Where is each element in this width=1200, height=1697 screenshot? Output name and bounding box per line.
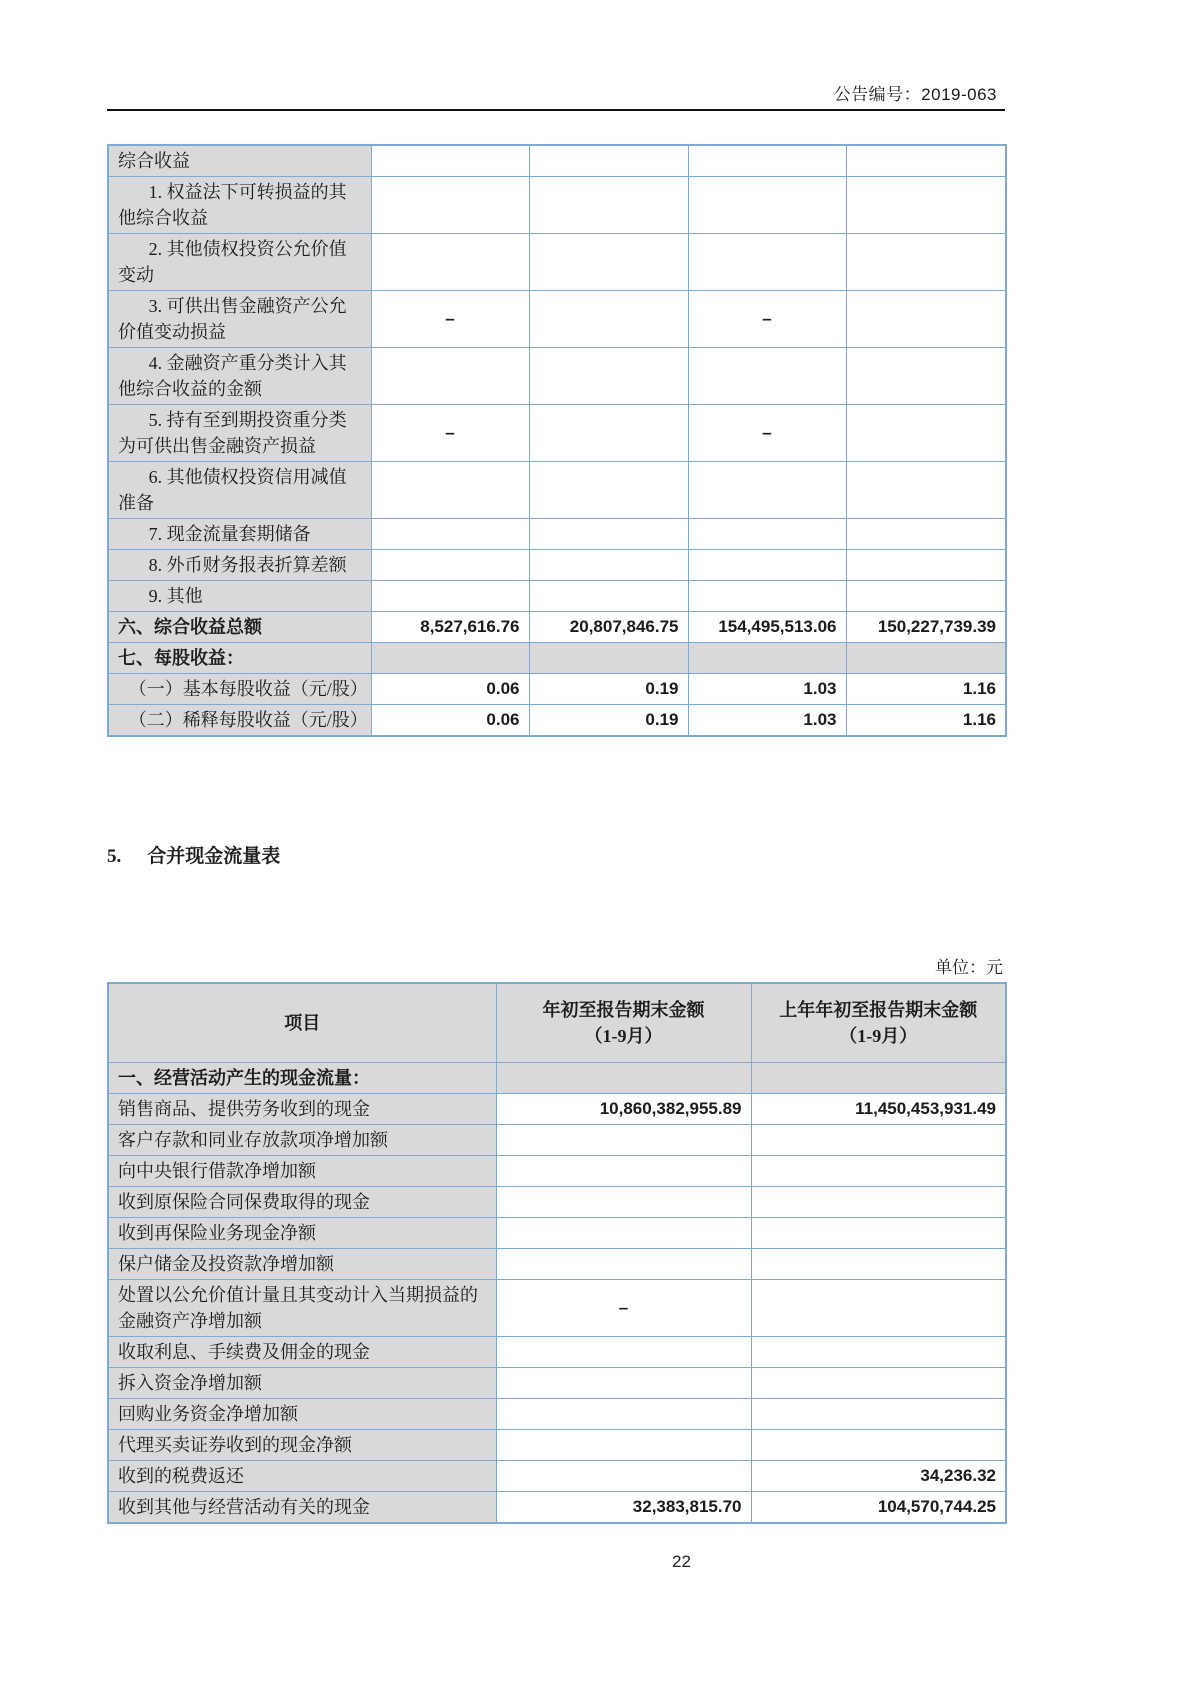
table-row	[108, 1399, 1006, 1430]
row-value	[371, 519, 529, 550]
row-value	[688, 519, 846, 550]
row-value: 104,570,744.25	[751, 1492, 1006, 1524]
row-value	[846, 462, 1006, 519]
row-value	[751, 1156, 1006, 1187]
row-value	[371, 581, 529, 612]
row-value: 1.16	[846, 674, 1006, 705]
table-row	[108, 581, 1006, 612]
table-row	[108, 612, 1006, 643]
table-row	[108, 1461, 1006, 1492]
row-label: 收到的税费返还	[108, 1461, 496, 1492]
row-label: 处置以公允价值计量且其变动计入当期损益的金融资产净增加额	[108, 1280, 496, 1337]
row-label: 七、每股收益：	[108, 643, 371, 674]
row-value: –	[371, 405, 529, 462]
row-value	[496, 1063, 751, 1094]
table-row	[108, 1249, 1006, 1280]
row-value	[529, 177, 688, 234]
table-row	[108, 1156, 1006, 1187]
comprehensive-income-table-body	[108, 145, 1006, 736]
row-value	[751, 1063, 1006, 1094]
row-label: 客户存款和同业存放款项净增加额	[108, 1125, 496, 1156]
row-label: 收到再保险业务现金净额	[108, 1218, 496, 1249]
page-number: 22	[672, 1552, 691, 1571]
row-value: 10,860,382,955.89	[496, 1094, 751, 1125]
row-value	[688, 234, 846, 291]
table-row	[108, 177, 1006, 234]
row-value	[529, 291, 688, 348]
row-value	[846, 291, 1006, 348]
cashflow-header-prior-period-title: 上年年初至报告期末金额	[779, 1000, 978, 1020]
table-row	[108, 348, 1006, 405]
table-row	[108, 1492, 1006, 1524]
row-value	[751, 1280, 1006, 1337]
row-value	[496, 1430, 751, 1461]
table-row	[108, 643, 1006, 674]
row-value	[846, 405, 1006, 462]
row-value	[846, 550, 1006, 581]
row-label: （一）基本每股收益（元/股）	[108, 674, 371, 705]
row-label: 回购业务资金净增加额	[108, 1399, 496, 1430]
row-value	[751, 1187, 1006, 1218]
row-label: 保户储金及投资款净增加额	[108, 1249, 496, 1280]
row-value	[529, 519, 688, 550]
row-label: 1. 权益法下可转损益的其他综合收益	[108, 177, 371, 234]
row-value: 1.03	[688, 705, 846, 737]
row-value	[529, 643, 688, 674]
row-label: 6. 其他债权投资信用减值准备	[108, 462, 371, 519]
unit-label: 单位：元	[935, 958, 1003, 977]
row-value	[529, 462, 688, 519]
row-value	[496, 1368, 751, 1399]
table-row	[108, 234, 1006, 291]
cashflow-statement-table	[107, 982, 1007, 1524]
row-value	[496, 1156, 751, 1187]
row-value	[751, 1430, 1006, 1461]
row-value	[496, 1461, 751, 1492]
row-value	[496, 1337, 751, 1368]
announcement-number: 公告编号：2019-063	[833, 85, 997, 104]
row-value	[688, 581, 846, 612]
cashflow-statement-table-body	[108, 1063, 1006, 1524]
table-row	[108, 550, 1006, 581]
table-row	[108, 462, 1006, 519]
row-value	[846, 234, 1006, 291]
row-value	[846, 643, 1006, 674]
table-row	[108, 705, 1006, 737]
row-value: 154,495,513.06	[688, 612, 846, 643]
section-heading	[107, 841, 1005, 868]
table-row	[108, 1368, 1006, 1399]
page-header-rule	[107, 0, 1005, 111]
row-value	[529, 581, 688, 612]
row-value: 1.03	[688, 674, 846, 705]
row-value	[846, 177, 1006, 234]
table-row	[108, 519, 1006, 550]
row-value	[496, 1249, 751, 1280]
comprehensive-income-table	[107, 144, 1007, 737]
row-label: 收到其他与经营活动有关的现金	[108, 1492, 496, 1524]
table-row	[108, 1063, 1006, 1094]
row-value	[751, 1337, 1006, 1368]
table-row	[108, 674, 1006, 705]
row-value	[371, 550, 529, 581]
row-value: –	[371, 291, 529, 348]
row-value	[371, 462, 529, 519]
row-value: 0.19	[529, 674, 688, 705]
row-label: （二）稀释每股收益（元/股）	[108, 705, 371, 737]
row-value	[529, 550, 688, 581]
table-row	[108, 1280, 1006, 1337]
row-value: 32,383,815.70	[496, 1492, 751, 1524]
row-value: 8,527,616.76	[371, 612, 529, 643]
row-value	[529, 348, 688, 405]
row-value: 0.06	[371, 674, 529, 705]
row-value	[529, 405, 688, 462]
row-label: 销售商品、提供劳务收到的现金	[108, 1094, 496, 1125]
row-value	[529, 234, 688, 291]
table-row	[108, 1094, 1006, 1125]
cashflow-header-current-period	[496, 983, 751, 1063]
row-value	[688, 462, 846, 519]
row-value: 20,807,846.75	[529, 612, 688, 643]
row-label: 收到原保险合同保费取得的现金	[108, 1187, 496, 1218]
row-value	[496, 1187, 751, 1218]
page-content	[107, 0, 1005, 1524]
row-value	[751, 1125, 1006, 1156]
table-row	[108, 1187, 1006, 1218]
row-label: 7. 现金流量套期储备	[108, 519, 371, 550]
table-row	[108, 1125, 1006, 1156]
table-row	[108, 1218, 1006, 1249]
row-value	[688, 177, 846, 234]
row-value	[371, 177, 529, 234]
row-value	[688, 643, 846, 674]
cashflow-header-current-period-title: 年初至报告期末金额	[542, 1000, 705, 1020]
row-value	[751, 1399, 1006, 1430]
row-label: 8. 外币财务报表折算差额	[108, 550, 371, 581]
row-label: 六、综合收益总额	[108, 612, 371, 643]
row-value	[496, 1399, 751, 1430]
cashflow-header-prior-period-range: （1-9月）	[839, 1026, 918, 1046]
row-label: 一、经营活动产生的现金流量：	[108, 1063, 496, 1094]
row-value	[751, 1249, 1006, 1280]
row-value	[371, 348, 529, 405]
row-value	[846, 581, 1006, 612]
table-row	[108, 1430, 1006, 1461]
row-value: –	[688, 405, 846, 462]
row-label: 拆入资金净增加额	[108, 1368, 496, 1399]
row-label: 4. 金融资产重分类计入其他综合收益的金额	[108, 348, 371, 405]
row-value: 0.06	[371, 705, 529, 737]
row-value	[751, 1368, 1006, 1399]
row-value: 11,450,453,931.49	[751, 1094, 1006, 1125]
cashflow-header-row	[108, 983, 1006, 1063]
row-value	[371, 145, 529, 177]
row-label: 3. 可供出售金融资产公允价值变动损益	[108, 291, 371, 348]
row-value	[688, 550, 846, 581]
row-value: 1.16	[846, 705, 1006, 737]
row-value	[846, 348, 1006, 405]
row-label: 收取利息、手续费及佣金的现金	[108, 1337, 496, 1368]
row-value: –	[496, 1280, 751, 1337]
row-value	[688, 145, 846, 177]
section-number: 5.	[107, 846, 122, 867]
row-label: 9. 其他	[108, 581, 371, 612]
row-label: 向中央银行借款净增加额	[108, 1156, 496, 1187]
row-value	[751, 1218, 1006, 1249]
cashflow-header-item: 项目	[108, 983, 496, 1063]
row-label: 2. 其他债权投资公允价值变动	[108, 234, 371, 291]
row-label: 综合收益	[108, 145, 371, 177]
row-value: 0.19	[529, 705, 688, 737]
table-row	[108, 291, 1006, 348]
cashflow-header-prior-period	[751, 983, 1006, 1063]
cashflow-header-current-period-range: （1-9月）	[584, 1026, 663, 1046]
row-value	[496, 1125, 751, 1156]
row-value	[846, 145, 1006, 177]
table-row	[108, 145, 1006, 177]
row-value: 150,227,739.39	[846, 612, 1006, 643]
row-value	[688, 348, 846, 405]
row-value	[371, 234, 529, 291]
row-label: 代理买卖证券收到的现金净额	[108, 1430, 496, 1461]
row-value	[529, 145, 688, 177]
row-label: 5. 持有至到期投资重分类为可供出售金融资产损益	[108, 405, 371, 462]
row-value: 34,236.32	[751, 1461, 1006, 1492]
row-value	[846, 519, 1006, 550]
row-value	[496, 1218, 751, 1249]
table-row	[108, 1337, 1006, 1368]
table-row	[108, 405, 1006, 462]
row-value	[371, 643, 529, 674]
section-title: 合并现金流量表	[147, 846, 281, 867]
row-value: –	[688, 291, 846, 348]
